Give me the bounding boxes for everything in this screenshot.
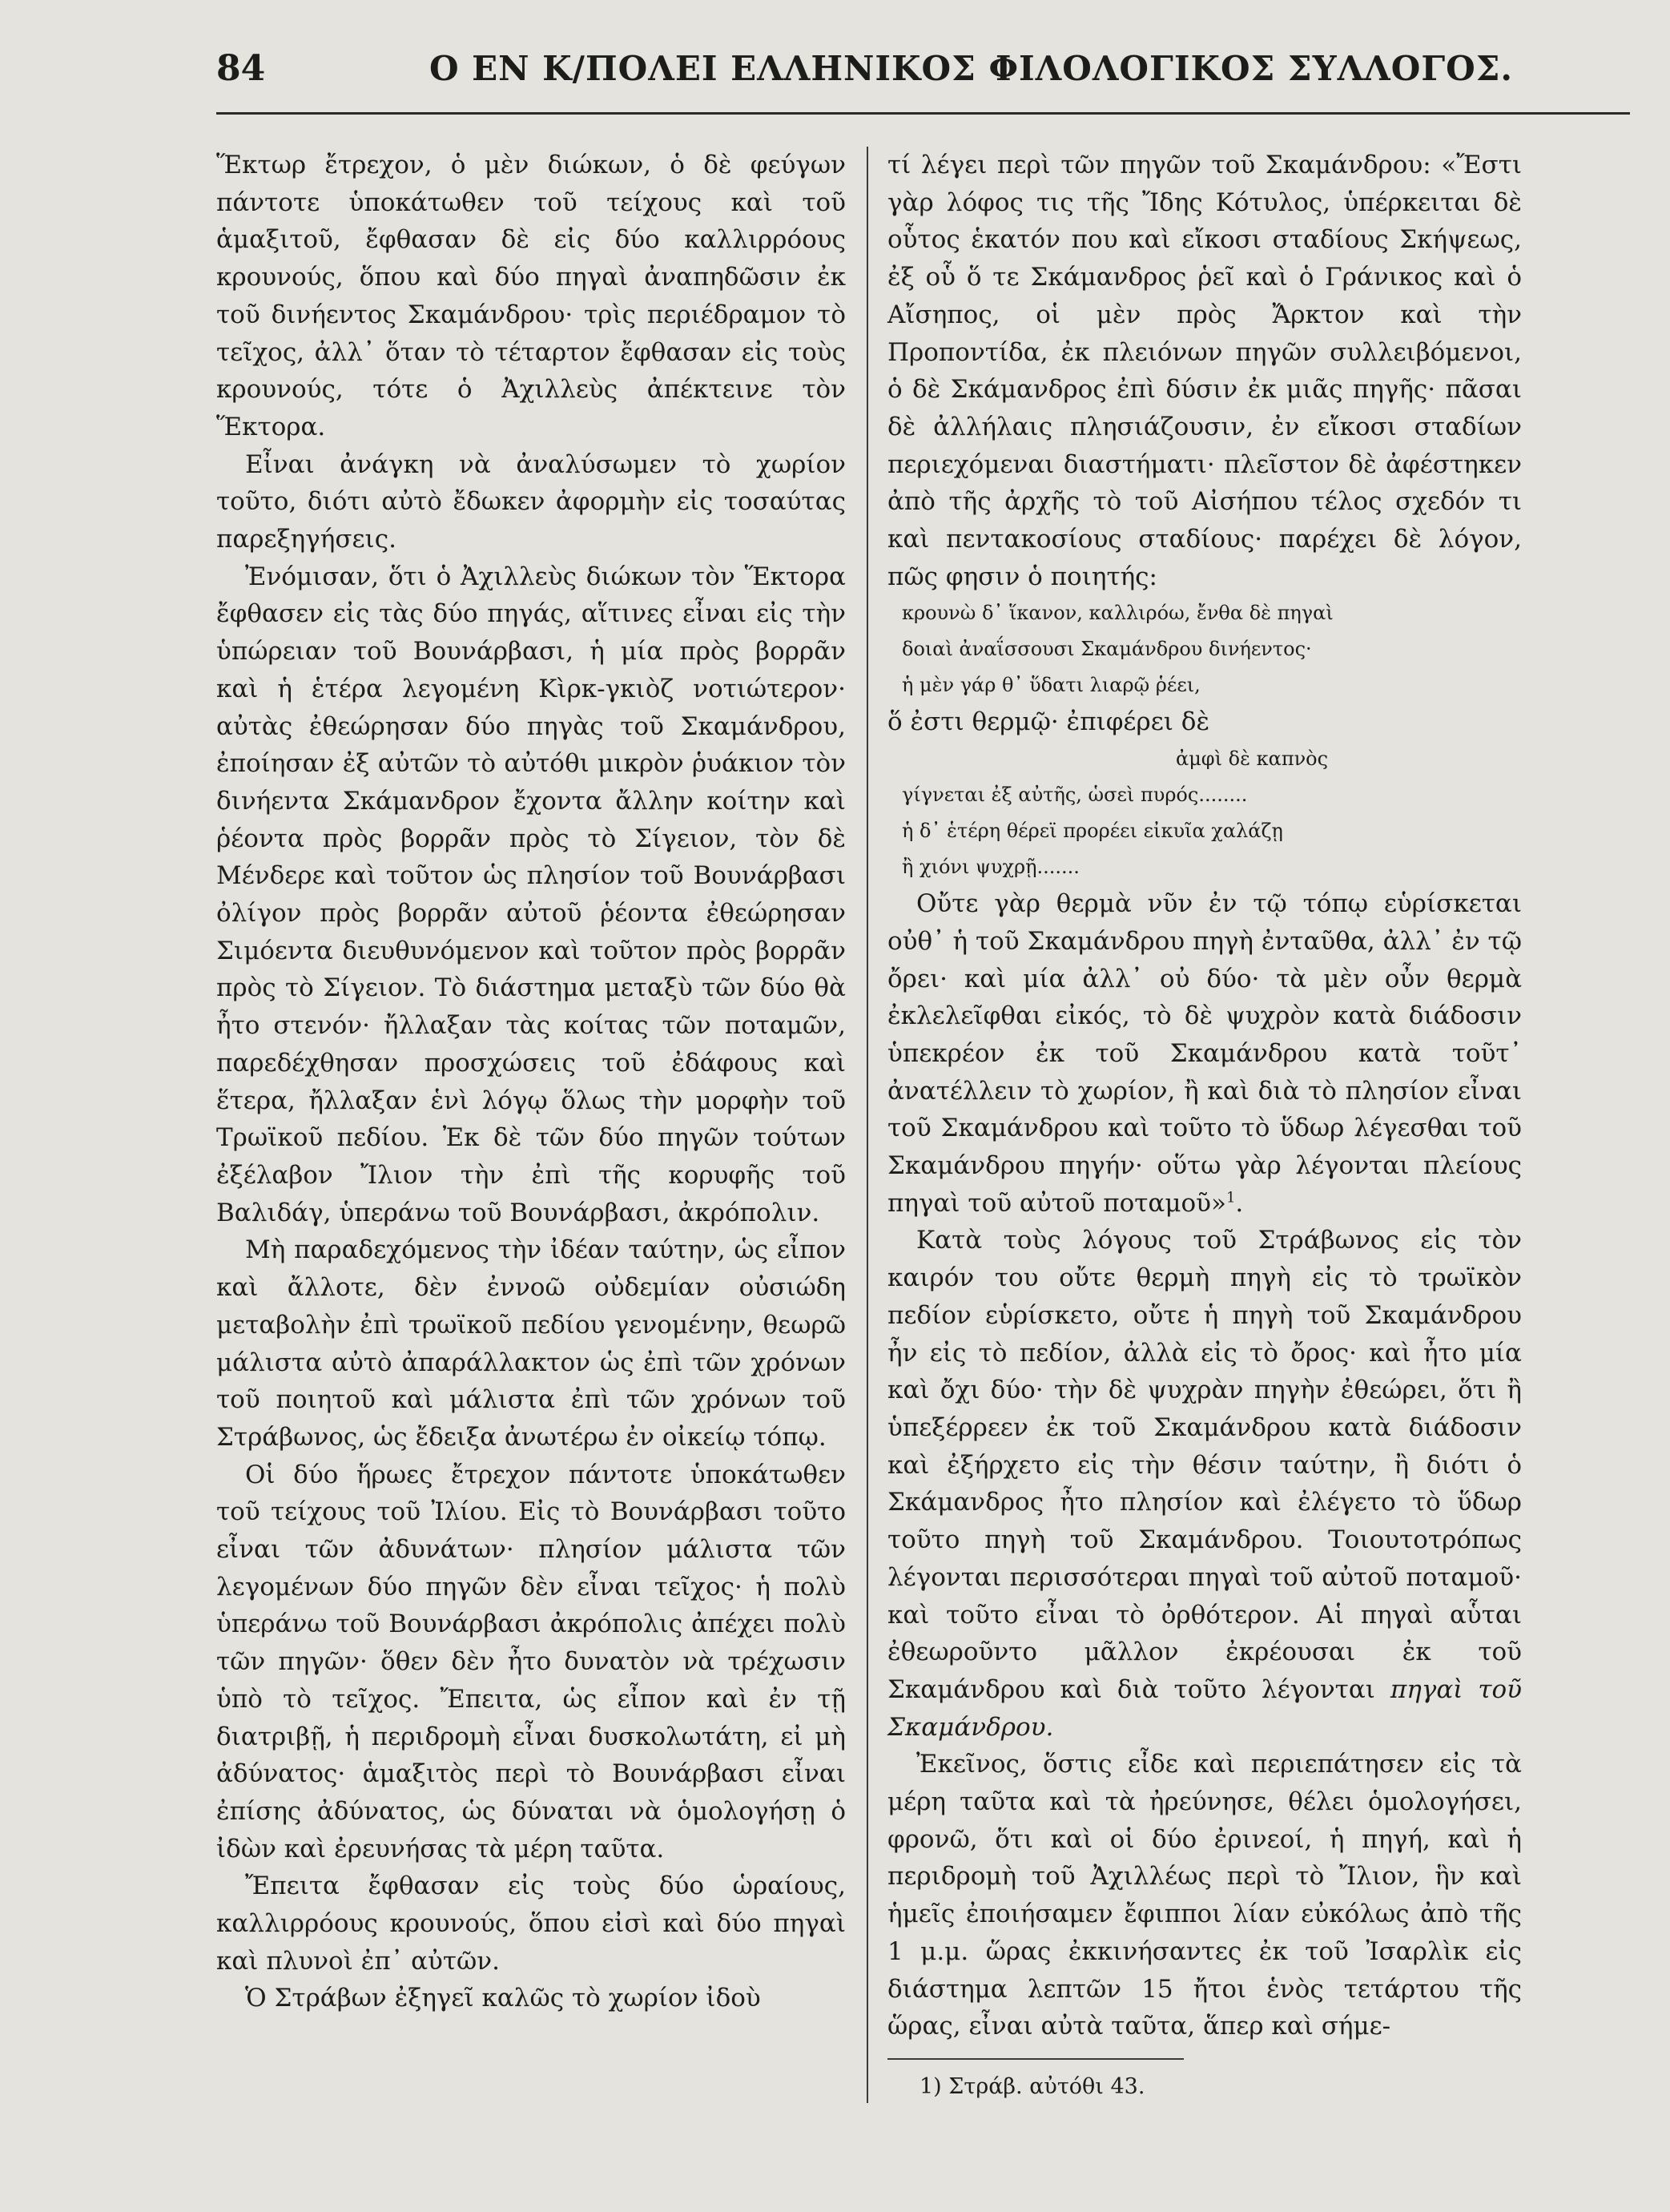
- paragraph-line: ὅ ἐστι θερμῷ· ἐπιφέρει δὲ: [887, 707, 1210, 737]
- footnote-marker[interactable]: 1: [1225, 1189, 1236, 1207]
- paragraph-text: Οὔτε γὰρ θερμὰ νῦν ἐν τῷ τόπῳ εὑρίσκεται οὐθ᾽ ἡ τοῦ Σκαμάνδρου πηγὴ ἐνταῦθα, ἀλλ᾽ ἐν τῷ ὄρει· καὶ μία ἀλλ᾽ οὐ δύο· τὰ μὲν οὖν θερμὰ ἐκλελεῖφθαι εἰκός, τὸ δὲ ψυχρὸν κατὰ διάδοσιν ὑπεκρέον ἐκ τοῦ Σκαμάνδρου κατὰ τοῦτ᾽ ἀνατέλλειν τὸ χωρίον, ἢ καὶ διὰ τὸ πλησίον εἶναι τοῦ Σκαμάνδρου καὶ τοῦτο τὸ ὕδωρ λέγεσθαι τοῦ Σκαμάνδρου πηγήν· οὕτω γὰρ λέγονται πλείους πηγαὶ τοῦ αὐτοῦ ποταμοῦ»: [887, 889, 1522, 1218]
- verse-line: ἢ χιόνι ψυχρῇ.......: [902, 856, 1080, 879]
- verse-line: ἡ δ᾽ ἑτέρη θέρεϊ προρέει εἰκυῖα χαλάζῃ: [902, 820, 1283, 843]
- verse-line: δοιαὶ ἀναΐσσουσι Σκαμάνδρου δινήεντος·: [902, 638, 1312, 661]
- paragraph: Οἱ δύο ἥρωες ἔτρεχον πάντοτε ὑποκάτωθεν τοῦ τείχους τοῦ Ἰλίου. Εἰς τὸ Βουνάρβασι τοῦτο εἶναι τῶν ἀδυνάτων· πλησίον μάλιστα τῶν λεγομένων δύο πηγῶν δὲν εἶναι τεῖχος· ἡ πολὺ ὑπεράνω τοῦ Βουνάρβασι ἀκρόπολις ἀπέχει πολὺ τῶν πηγῶν· ὅθεν δὲν ἦτο δυνατὸν νὰ τρέχωσιν ὑπὸ τὸ τεῖχος. Ἔπειτα, ὡς εἶπον καὶ ἐν τῇ διατριβῇ, ἡ περιδρομὴ εἶναι δυσκολωτάτη, εἰ μὴ ἀδύνατος· ἁμαξιτὸς περὶ τὸ Βουνάρβασι εἶναι ἐπίσης ἀδύνατος, ὡς δύναται νὰ ὁμολογήσῃ ὁ ἰδὼν καὶ ἐρευνήσας τὰ μέρη ταῦτα.: [216, 1460, 846, 1863]
- paragraph: Οὔτε γὰρ θερμὰ νῦν ἐν τῷ τόπῳ εὑρίσκεται οὐθ᾽ ἡ τοῦ Σκαμάνδρου πηγὴ ἐνταῦθα, ἀλλ᾽ ἐν τῷ ὄρει· καὶ μία ἀλλ᾽ οὐ δύο· τὰ μὲν οὖν θερμὰ ἐκλελεῖφθαι εἰκός, τὸ δὲ ψυχρὸν κατὰ διάδοσιν ὑπεκρέον ἐκ τοῦ Σκαμάνδρου κατὰ τοῦτ᾽ ἀνατέλλειν τὸ χωρίον, ἢ καὶ διὰ τὸ πλησίον εἶναι τοῦ Σκαμάνδρου καὶ τοῦτο τὸ ὕδωρ λέγεσθαι τοῦ Σκαμάνδρου πηγήν· οὕτω γὰρ λέγονται πλείους πηγαὶ τοῦ αὐτοῦ ποταμοῦ»$^1$.: [887, 889, 1522, 1218]
- footnote: 1) Στράβ. αὐτόθι 43.: [920, 2073, 1145, 2099]
- paragraph-text: Κατὰ τοὺς λόγους τοῦ Στράβωνος εἰς τὸν καιρόν του οὔτε θερμὴ πηγὴ εἰς τὸ τρωϊκὸν πεδίον εὑρίσκετο, οὔτε ἡ πηγὴ τοῦ Σκαμάνδρου ἦν εἰς τὸ πεδίον, ἀλλὰ εἰς τὸ ὄρος· καὶ ἦτο μία καὶ ὄχι δύο· τὴν δὲ ψυχρὰν πηγὴν ἐθεώρει, ὅτι ἢ ὑπεξέρρεεν ἐκ τοῦ Σκαμάνδρου κατὰ διάδοσιν καὶ ἐξήρχετο εἰς τὴν θέσιν ταύτην, ἢ διότι ὁ Σκάμανδρος ἦτο πλησίον καὶ ἐλέγετο τὸ ὕδωρ τοῦτο πηγὴ τοῦ Σκαμάνδρου. Τοιουτοτρόπως λέγονται περισσότεραι πηγαὶ τοῦ αὐτοῦ ποταμοῦ· καὶ τοῦτο εἶναι τὸ ὀρθότερον. Αἱ πηγαὶ αὗται ἐθεωροῦντο μᾶλλον ἐκρέουσαι ἐκ τοῦ Σκαμάνδρου καὶ διὰ τοῦτο λέγονται: [887, 1226, 1522, 1704]
- paragraph: Μὴ παραδεχόμενος τὴν ἰδέαν ταύτην, ὡς εἶπον καὶ ἄλλοτε, δὲν ἐννοῶ οὐδεμίαν οὐσιώδη μεταβολὴν ἐπὶ τρωϊκοῦ πεδίου γενομένην, θεωρῶ μάλιστα αὐτὸ ἀπαράλλακτον ὡς ἐπὶ τῶν χρόνων τοῦ ποιητοῦ καὶ μάλιστα ἐπὶ τῶν χρόνων τοῦ Στράβωνος, ὡς ἔδειξα ἀνωτέρω ἐν οἰκείῳ τόπῳ.: [216, 1235, 846, 1452]
- paragraph: Ὁ Στράβων ἐξηγεῖ καλῶς τὸ χωρίον ἰδοὺ: [245, 1984, 761, 2013]
- paragraph: Ἔπειτα ἔφθασαν εἰς τοὺς δύο ὡραίους, καλλιρρόους κρουνούς, ὅπου εἰσὶ καὶ δύο πηγαὶ καὶ πλυνοὶ ἐπ᾽ αὐτῶν.: [216, 1872, 846, 1976]
- paragraph: Εἶναι ἀνάγκη νὰ ἀναλύσωμεν τὸ χωρίον τοῦτο, διότι αὐτὸ ἔδωκεν ἀφορμὴν εἰς τοσαύτας παρεξηγήσεις.: [216, 449, 846, 554]
- paragraph: Ἐνόμισαν, ὅτι ὁ Ἀχιλλεὺς διώκων τὸν Ἕκτορα ἔφθασεν εἰς τὰς δύο πηγάς, αἵτινες εἶναι εἰς τὴν ὑπώρειαν τοῦ Βουνάρβασι, ἡ μία πρὸς βορρᾶν καὶ ἡ ἑτέρα λεγομένη Κὶρκ-γκιὸζ νοτιώτερον· αὐτὰς ἐθεώρησαν δύο πηγὰς τοῦ Σκαμάνδρου, ἐποίησαν ἐξ αὐτῶν τὸ αὐτόθι μικρὸν ῥυάκιον τὸν δινήεντα Σκάμανδρον ἔχοντα ἄλλην κοίτην καὶ ῥέοντα πρὸς βορρᾶν πρὸς τὸ Σίγειον, τὸν δὲ Μένδερε καὶ τοῦτον ὡς πλησίον τοῦ Βουνάρβασι ὀλίγον πρὸς βορρᾶν αὐτοῦ ῥέοντα ἐθεώρησαν Σιμόεντα διευθυνόμενον καὶ τοῦτον πρὸς βορρᾶν πρὸς τὸ Σίγειον. Τὸ διάστημα μεταξὺ τῶν δύο θὰ ἦτο στενόν· ἤλλαξαν τὰς κοίτας τῶν ποταμῶν, παρεδέχθησαν προσχώσεις τοῦ ἐδάφους καὶ ἕτερα, ἤλλαξαν ἑνὶ λόγῳ ὅλως τὴν μορφὴν τοῦ Τρωϊκοῦ πεδίου. Ἐκ δὲ τῶν δύο πηγῶν τούτων ἐξέλαβον Ἴλιον τὴν ἐπὶ τῆς κορυφῆς τοῦ Βαλιδάγ, ὑπεράνω τοῦ Βουνάρβασι, ἀκρόπολιν.: [216, 562, 846, 1227]
- paragraph: Ἕκτωρ ἔτρεχον, ὁ μὲν διώκων, ὁ δὲ φεύγων πάντοτε ὑποκάτωθεν τοῦ τείχους καὶ τοῦ ἁμαξιτοῦ, ἔφθασαν δὲ εἰς δύο καλλιρρόους κρουνούς, ὅπου καὶ δύο πηγαὶ ἀναπηδῶσιν ἐκ τοῦ δινήεντος Σκαμάνδρου· τρὶς περιέδραμον τὸ τεῖχος, ἀλλ᾽ ὅταν τὸ τέταρτον ἔφθασαν εἰς τοὺς κρουνούς, τότε ὁ Ἀχιλλεὺς ἀπέκτεινε τὸν Ἕκτορα.: [216, 151, 846, 441]
- paragraph: Ἐκεῖνος, ὅστις εἶδε καὶ περιεπάτησεν εἰς τὰ μέρη ταῦτα καὶ τὰ ἠρεύνησε, θέλει ὁμολογήσει, φρονῶ, ὅτι καὶ οἱ δύο ἐρινεοί, ἡ πηγή, καὶ ἡ περιδρομὴ τοῦ Ἀχιλλέως περὶ τὸ Ἴλιον, ἣν καὶ ἡμεῖς ἐποιήσαμεν ἔφιπποι λίαν εὐκόλως ἀπὸ τῆς 1 μ.μ. ὥρας ἐκκινήσαντες ἐκ τοῦ Ἰσαρλὶκ εἰς διάστημα λεπτῶν 15 ἤτοι ἑνὸς τετάρτου τῆς ὥρας, εἶναι αὐτὰ ταῦτα, ἅπερ καὶ σήμε-: [887, 1750, 1522, 2041]
- footnote-divider: [887, 2058, 1184, 2060]
- running-title: Ο ΕΝ Κ/ΠΟΛΕΙ ΕΛΛΗΝΙΚΟΣ ΦΙΛΟΛΟΓΙΚΟΣ ΣΥΛΛΟΓΟΣ.: [429, 49, 1514, 88]
- italic-phrase: πηγαὶ τοῦ Σκαμάνδρου.: [887, 1674, 1523, 1742]
- paragraph: τί λέγει περὶ τῶν πηγῶν τοῦ Σκαμάνδρου: «Ἔστι γὰρ λόφος τις τῆς Ἴδης Κότυλος, ὑπέρκειται δὲ οὗτος ἑκατόν που καὶ εἴκοσι σταδίους Σκήψεως, ἐξ οὗ ὅ τε Σκάμανδρος ῥεῖ καὶ ὁ Γράνικος καὶ ὁ Αἴσηπος, οἱ μὲν πρὸς Ἄρκτον καὶ τὴν Προποντίδα, ἐκ πλειόνων πηγῶν συλλειβόμενοι, ὁ δὲ Σκάμανδρος ἐπὶ δύσιν ἐκ μιᾶς πηγῆς· πᾶσαι δὲ ἀλλήλαις πλησιάζουσιν, ἐν εἴκοσι σταδίων περιεχόμεναι διαστήματι· πλεῖστον δὲ ἀφέστηκεν ἀπὸ τῆς ἀρχῆς τὸ τοῦ Αἰσήπου τέλος σχεδόν τι καὶ πεντακοσίους σταδίους· παρέχει δὲ λόγον, πῶς φησιν ὁ ποιητής:: [887, 151, 1522, 591]
- paragraph: [887, 1222, 1522, 1746]
- left-column: [216, 147, 857, 2103]
- right-column: [867, 147, 1522, 2103]
- verse-line: ἡ μὲν γάρ θ᾽ ὕδατι λιαρῷ ῥέει,: [902, 674, 1201, 697]
- page-header: [216, 48, 1630, 115]
- verse-line: κρουνὼ δ᾽ ἵκανον, καλλιρόω, ἔνθα δὲ πηγαὶ: [902, 602, 1334, 625]
- verse-line: ἀμφὶ δὲ καπνὸς: [1176, 747, 1329, 771]
- text-columns: [216, 147, 1638, 2103]
- page-number: 84: [216, 48, 266, 89]
- verse-line: γίγνεται ἐξ αὐτῆς, ὡσεὶ πυρός........: [902, 784, 1248, 807]
